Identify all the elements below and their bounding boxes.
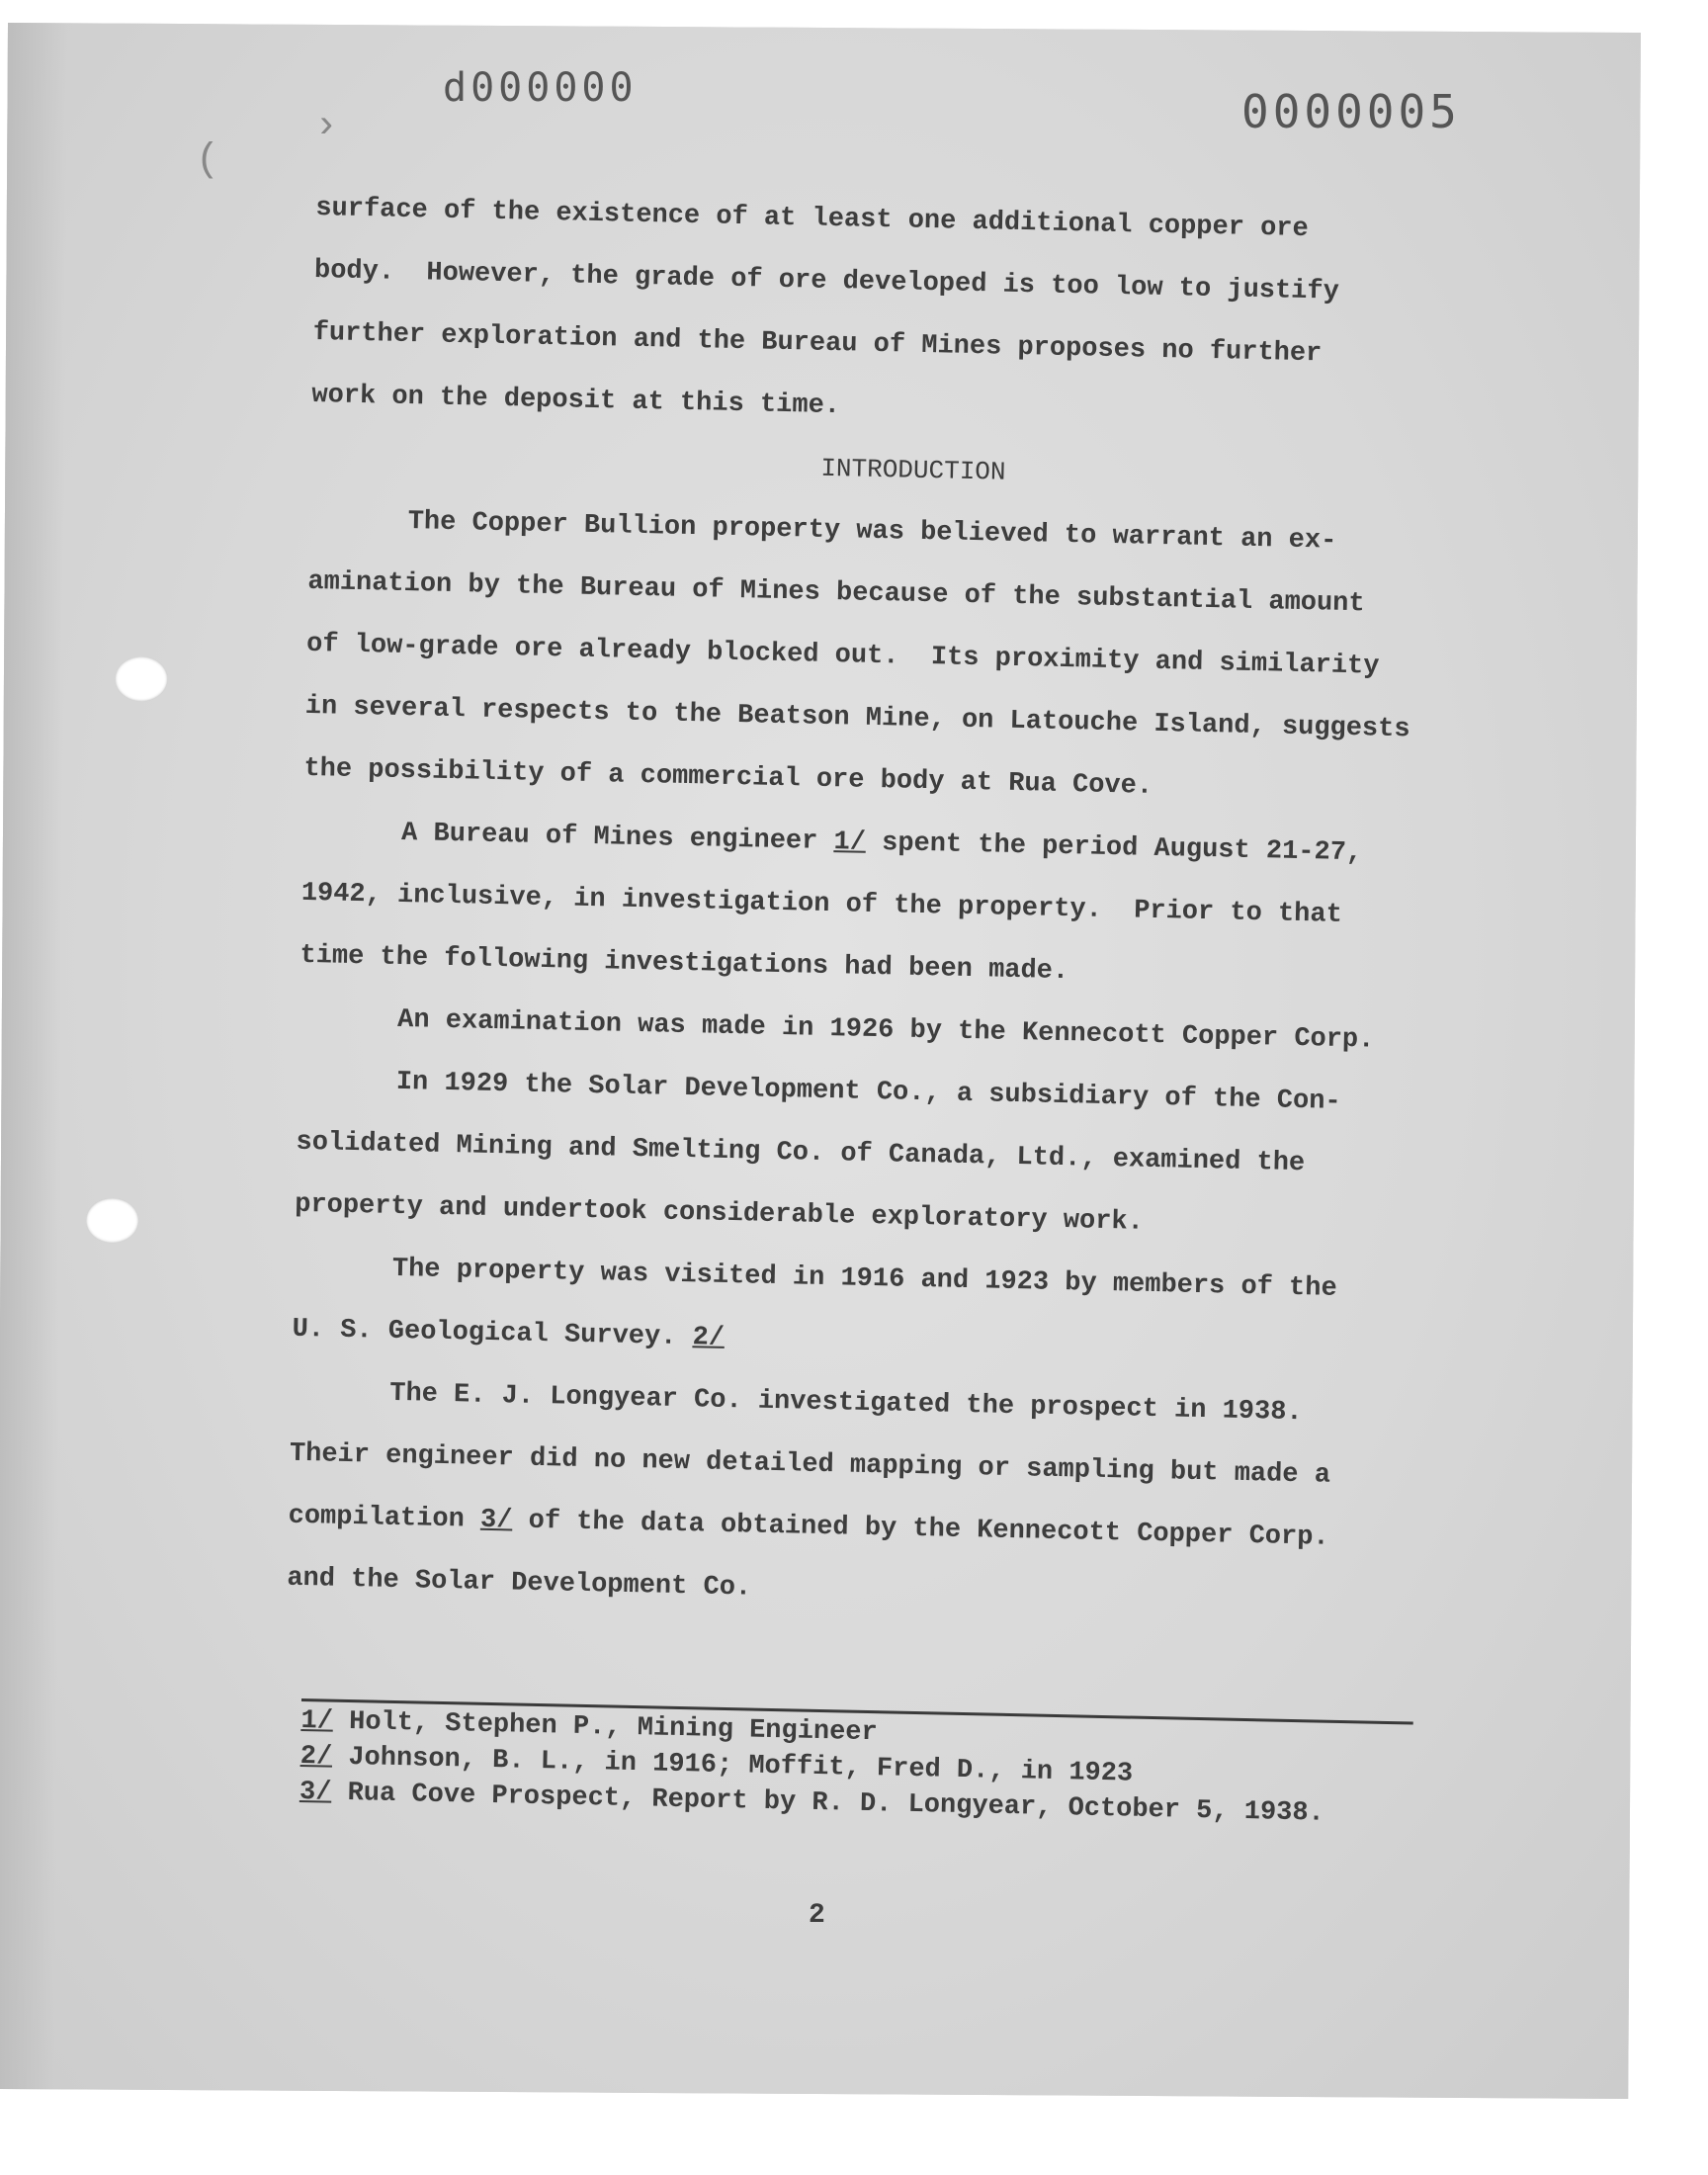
text-line: The property was visited in 1916 and 1923 by members of the [391,1254,1337,1304]
footnotes [299,1698,1418,1834]
text-line: The E. J. Longyear Co. investigated the prospect in 1938. [388,1378,1303,1429]
footnote-number: 3/ [299,1777,332,1808]
text-line: In 1929 the Solar Development Co., a subsidiary of the Con- [395,1067,1341,1117]
margin-mark: › [314,105,339,149]
paragraph-longyear [287,1361,1458,1635]
text-line: further exploration and the Bureau of Mines proposes no further [312,317,1323,370]
document-id-right: 0000005 [1241,85,1461,138]
paragraph-property [303,489,1476,826]
punch-hole-bottom [85,1197,138,1243]
paragraph-continuation [311,178,1483,452]
text-line: surface of the existence of at least one additional copper ore [315,193,1310,245]
text-line: of low-grade ore already blocked out. Its proximity and similarity [305,629,1380,682]
text-line: property and undertook considerable exploratory work. [294,1189,1145,1238]
text-segment: compilation [288,1501,481,1535]
text-line: solidated Mining and Smelting Co. of Canada, Ltd., examined the [296,1127,1306,1179]
text-line: body. However, the grade of ore developed is too low to justify [313,255,1340,307]
footnote-reference: 1/ [833,827,867,858]
text-segment: U. S. Geological Survey. [292,1314,693,1353]
footnote-number: 2/ [299,1741,333,1773]
punch-hole-top [115,656,168,702]
footnote-text: Rua Cove Prospect, Report by R. D. Longyear, October 5, 1938. [331,1778,1325,1829]
text-segment: spent the period August 21-27, [865,827,1363,869]
paragraph-survey [292,1237,1460,1386]
paragraph-kennecott: An examination was made in 1926 by the Kennecott Copper Corp. [396,1004,1375,1056]
text-line: work on the deposit at this time. [311,380,841,422]
text-line: amination by the Bureau of Mines because of the substantial amount [307,566,1365,620]
page-number: 2 [809,1900,825,1931]
footnote-reference: 3/ [479,1505,513,1536]
margin-mark: ( [196,138,220,183]
section-heading: INTRODUCTION [820,453,1006,487]
text-line: The Copper Bullion property was believed to warrant an ex- [407,507,1337,557]
text-segment: of the data obtained by the Kennecott Copper Corp. [512,1506,1329,1553]
page-body [287,178,1483,1634]
footnote-number: 1/ [300,1705,334,1737]
paragraph-engineer [299,801,1470,1012]
text-line: 1942, inclusive, in investigation of the property. Prior to that [300,878,1343,930]
text-line: in several respects to the Beatson Mine, on Latouche Island, suggests [304,691,1410,745]
paragraph-solar [295,1050,1465,1262]
document-id-left: d000000 [443,65,638,111]
text-line: time the following investigations had been made. [299,940,1069,988]
text-line: Their engineer did no new detailed mapping or sampling but made a [289,1438,1331,1491]
text-line: and the Solar Development Co. [287,1563,752,1604]
text-line: the possibility of a commercial ore body at Rua Cove. [303,753,1153,802]
footnote-reference: 2/ [692,1323,726,1353]
footnote-text: Holt, Stephen P., Mining Engineer [332,1706,879,1749]
footnote-text: Johnson, B. L., in 1916; Moffit, Fred D., in 1923 [331,1742,1134,1789]
text-segment: A Bureau of Mines engineer [400,818,834,858]
